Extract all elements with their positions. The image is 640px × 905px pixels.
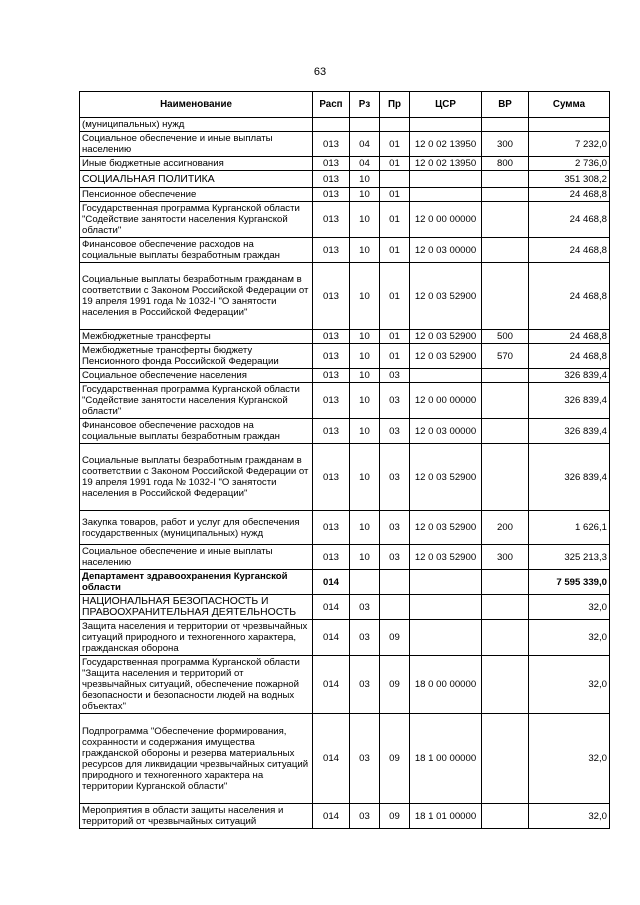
table-header-row [80, 92, 610, 118]
cell-vr [482, 714, 529, 804]
cell-sum: 24 468,8 [529, 263, 610, 330]
cell-pr: 01 [380, 132, 410, 157]
table-row [80, 157, 610, 171]
cell-rz: 03 [350, 595, 380, 620]
cell-rasp: 013 [313, 344, 350, 369]
column-header-name: Наименование [80, 92, 313, 118]
cell-csr [410, 118, 482, 132]
cell-sum: 7 232,0 [529, 132, 610, 157]
cell-rasp [313, 118, 350, 132]
cell-csr: 18 1 01 00000 [410, 804, 482, 829]
cell-name: Межбюджетные трансферты бюджету Пенсионного фонда Российской Федерации [80, 344, 313, 369]
cell-pr: 03 [380, 383, 410, 419]
cell-vr [482, 171, 529, 188]
cell-rz: 10 [350, 171, 380, 188]
cell-rasp: 013 [313, 444, 350, 511]
cell-rz: 10 [350, 238, 380, 263]
cell-sum: 32,0 [529, 714, 610, 804]
cell-pr [380, 171, 410, 188]
cell-rasp: 013 [313, 330, 350, 344]
cell-csr: 12 0 03 00000 [410, 419, 482, 444]
cell-csr: 12 0 00 00000 [410, 202, 482, 238]
cell-vr [482, 383, 529, 419]
cell-vr: 800 [482, 157, 529, 171]
table-row [80, 545, 610, 570]
cell-rz [350, 570, 380, 595]
cell-vr [482, 570, 529, 595]
cell-vr [482, 118, 529, 132]
column-header-csr: ЦСР [410, 92, 482, 118]
cell-csr: 12 0 03 52900 [410, 511, 482, 545]
cell-vr: 300 [482, 132, 529, 157]
cell-csr: 12 0 02 13950 [410, 132, 482, 157]
column-header-vr: ВР [482, 92, 529, 118]
cell-name: Иные бюджетные ассигнования [80, 157, 313, 171]
cell-rasp: 013 [313, 383, 350, 419]
cell-pr: 03 [380, 444, 410, 511]
cell-csr [410, 620, 482, 656]
cell-csr [410, 171, 482, 188]
cell-rz: 10 [350, 330, 380, 344]
cell-rz: 10 [350, 263, 380, 330]
table-row [80, 202, 610, 238]
cell-rasp: 013 [313, 171, 350, 188]
cell-name: Государственная программа Курганской области "Содействие занятости населения Курганской области" [80, 202, 313, 238]
cell-pr: 01 [380, 344, 410, 369]
cell-sum: 326 839,4 [529, 444, 610, 511]
column-header-rz: Рз [350, 92, 380, 118]
cell-vr: 500 [482, 330, 529, 344]
cell-pr [380, 118, 410, 132]
table-row [80, 132, 610, 157]
cell-name: Департамент здравоохранения Курганской области [80, 570, 313, 595]
cell-pr [380, 595, 410, 620]
cell-sum [529, 118, 610, 132]
cell-rz [350, 118, 380, 132]
table-row [80, 620, 610, 656]
table-row [80, 238, 610, 263]
cell-rasp: 013 [313, 202, 350, 238]
cell-rasp: 013 [313, 157, 350, 171]
cell-pr: 09 [380, 804, 410, 829]
table-row [80, 570, 610, 595]
cell-pr: 03 [380, 545, 410, 570]
cell-rz: 03 [350, 714, 380, 804]
cell-vr [482, 419, 529, 444]
cell-vr [482, 620, 529, 656]
table-row [80, 595, 610, 620]
cell-sum: 351 308,2 [529, 171, 610, 188]
cell-sum: 2 736,0 [529, 157, 610, 171]
table-row [80, 263, 610, 330]
cell-rasp: 013 [313, 419, 350, 444]
cell-csr: 12 0 02 13950 [410, 157, 482, 171]
cell-sum: 24 468,8 [529, 188, 610, 202]
cell-rz: 03 [350, 620, 380, 656]
budget-table [79, 91, 610, 829]
cell-sum: 24 468,8 [529, 202, 610, 238]
cell-sum: 325 213,3 [529, 545, 610, 570]
cell-vr [482, 369, 529, 383]
cell-rz: 10 [350, 344, 380, 369]
cell-rasp: 014 [313, 620, 350, 656]
cell-csr: 18 1 00 00000 [410, 714, 482, 804]
table-row [80, 118, 610, 132]
cell-rasp: 013 [313, 511, 350, 545]
cell-csr: 12 0 03 52900 [410, 444, 482, 511]
table-row [80, 511, 610, 545]
cell-rz: 10 [350, 511, 380, 545]
table-row [80, 188, 610, 202]
cell-vr [482, 263, 529, 330]
cell-rz: 03 [350, 656, 380, 714]
table-body [80, 118, 610, 829]
cell-pr [380, 570, 410, 595]
cell-rasp: 013 [313, 545, 350, 570]
cell-csr [410, 369, 482, 383]
table-row [80, 344, 610, 369]
cell-pr: 03 [380, 419, 410, 444]
cell-rz: 10 [350, 545, 380, 570]
cell-pr: 01 [380, 157, 410, 171]
cell-sum: 1 626,1 [529, 511, 610, 545]
cell-pr: 01 [380, 238, 410, 263]
cell-pr: 01 [380, 330, 410, 344]
cell-rasp: 013 [313, 132, 350, 157]
cell-vr [482, 656, 529, 714]
cell-sum: 326 839,4 [529, 369, 610, 383]
cell-name: Государственная программа Курганской области "Защита населения и территорий от чрезвычайных ситуаций, обеспечение пожарной безопасности и безопасности людей на водных объектах" [80, 656, 313, 714]
cell-rasp: 013 [313, 238, 350, 263]
cell-rz: 10 [350, 202, 380, 238]
cell-rz: 04 [350, 157, 380, 171]
cell-csr: 12 0 03 52900 [410, 330, 482, 344]
cell-name: (муниципальных) нужд [80, 118, 313, 132]
cell-name: Закупка товаров, работ и услуг для обеспечения государственных (муниципальных) нужд [80, 511, 313, 545]
cell-name: Пенсионное обеспечение [80, 188, 313, 202]
cell-rasp: 014 [313, 714, 350, 804]
cell-rasp: 013 [313, 188, 350, 202]
column-header-pr: Пр [380, 92, 410, 118]
cell-rz: 10 [350, 188, 380, 202]
table-row [80, 656, 610, 714]
cell-vr [482, 444, 529, 511]
cell-pr: 03 [380, 511, 410, 545]
table-row [80, 330, 610, 344]
cell-vr [482, 238, 529, 263]
table-row [80, 419, 610, 444]
cell-csr [410, 595, 482, 620]
cell-rz: 10 [350, 419, 380, 444]
cell-vr [482, 595, 529, 620]
table-row [80, 171, 610, 188]
cell-csr: 18 0 00 00000 [410, 656, 482, 714]
cell-pr: 09 [380, 620, 410, 656]
cell-name: Социальное обеспечение и иные выплаты населению [80, 132, 313, 157]
cell-rz: 10 [350, 369, 380, 383]
cell-vr [482, 202, 529, 238]
cell-csr: 12 0 00 00000 [410, 383, 482, 419]
cell-pr: 01 [380, 202, 410, 238]
cell-sum: 24 468,8 [529, 344, 610, 369]
cell-rasp: 013 [313, 369, 350, 383]
table-row [80, 383, 610, 419]
cell-pr: 01 [380, 188, 410, 202]
cell-rasp: 014 [313, 570, 350, 595]
cell-name: Финансовое обеспечение расходов на социальные выплаты безработным граждан [80, 419, 313, 444]
cell-sum: 24 468,8 [529, 330, 610, 344]
table-row [80, 444, 610, 511]
cell-csr: 12 0 03 00000 [410, 238, 482, 263]
cell-rz: 04 [350, 132, 380, 157]
cell-vr: 300 [482, 545, 529, 570]
cell-name: Мероприятия в области защиты населения и территорий от чрезвычайных ситуаций [80, 804, 313, 829]
cell-rasp: 014 [313, 656, 350, 714]
cell-pr: 03 [380, 369, 410, 383]
cell-csr [410, 188, 482, 202]
cell-name: Защита населения и территории от чрезвычайных ситуаций природного и техногенного характера, гражданская оборона [80, 620, 313, 656]
column-header-rasp: Расп [313, 92, 350, 118]
cell-vr: 570 [482, 344, 529, 369]
cell-vr: 200 [482, 511, 529, 545]
cell-name: Подпрограмма "Обеспечение формирования, сохранности и содержания имущества гражданской обороны и резерва материальных ресурсов для ликвидации чрезвычайных ситуаций природного и техногенного характера на территории Курганской области" [80, 714, 313, 804]
cell-vr [482, 804, 529, 829]
cell-name: Социальные выплаты безработным гражданам в соответствии с Законом Российской Федерации от 19 апреля 1991 года № 1032-I "О занятости населения в Российской Федерации" [80, 444, 313, 511]
cell-name: Межбюджетные трансферты [80, 330, 313, 344]
table-row [80, 369, 610, 383]
cell-rasp: 013 [313, 263, 350, 330]
cell-name: Финансовое обеспечение расходов на социальные выплаты безработным граждан [80, 238, 313, 263]
cell-csr: 12 0 03 52900 [410, 545, 482, 570]
cell-sum: 24 468,8 [529, 238, 610, 263]
cell-sum: 32,0 [529, 620, 610, 656]
page-number: 63 [313, 66, 327, 78]
cell-sum: 326 839,4 [529, 383, 610, 419]
cell-rz: 10 [350, 444, 380, 511]
table-row [80, 804, 610, 829]
cell-csr [410, 570, 482, 595]
cell-pr: 09 [380, 714, 410, 804]
table-row [80, 714, 610, 804]
cell-pr: 01 [380, 263, 410, 330]
cell-sum: 32,0 [529, 804, 610, 829]
cell-name: Социальное обеспечение населения [80, 369, 313, 383]
cell-rasp: 014 [313, 804, 350, 829]
cell-name: Социальные выплаты безработным гражданам в соответствии с Законом Российской Федерации от 19 апреля 1991 года № 1032-I "О занятости населения в Российской Федерации" [80, 263, 313, 330]
cell-name: Социальное обеспечение и иные выплаты населению [80, 545, 313, 570]
cell-rasp: 014 [313, 595, 350, 620]
cell-sum: 7 595 339,0 [529, 570, 610, 595]
cell-sum: 32,0 [529, 656, 610, 714]
cell-name: Государственная программа Курганской области "Содействие занятости населения Курганской области" [80, 383, 313, 419]
cell-rz: 03 [350, 804, 380, 829]
cell-csr: 12 0 03 52900 [410, 344, 482, 369]
cell-vr [482, 188, 529, 202]
cell-sum: 326 839,4 [529, 419, 610, 444]
column-header-sum: Сумма [529, 92, 610, 118]
cell-name: НАЦИОНАЛЬНАЯ БЕЗОПАСНОСТЬ И ПРАВООХРАНИТЕЛЬНАЯ ДЕЯТЕЛЬНОСТЬ [80, 595, 313, 620]
cell-name: СОЦИАЛЬНАЯ ПОЛИТИКА [80, 171, 313, 188]
cell-rz: 10 [350, 383, 380, 419]
cell-csr: 12 0 03 52900 [410, 263, 482, 330]
cell-sum: 32,0 [529, 595, 610, 620]
cell-pr: 09 [380, 656, 410, 714]
